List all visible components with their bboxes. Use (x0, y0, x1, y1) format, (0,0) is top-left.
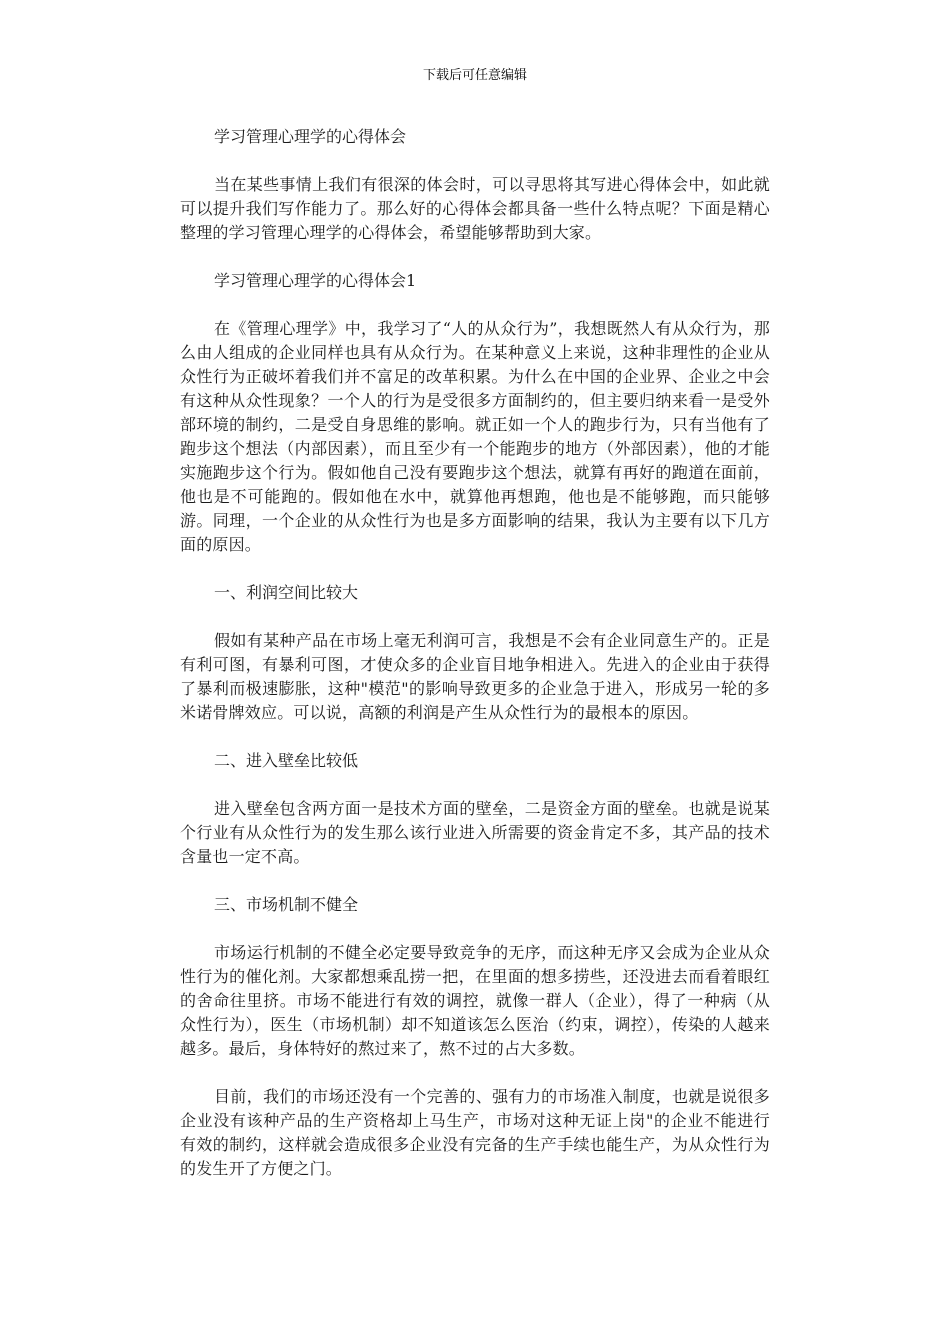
document-title: 学习管理心理学的心得体会 (214, 127, 407, 146)
paragraph-5: 目前，我们的市场还没有一个完善的、强有力的市场准入制度，也就是说很多企业没有该种产品的生产资格却上马生产，市场对这种无证上岗"的企业不能进行有效的制约，这样就会造成很多企业没有完备的生产手续也能生产，为从众性行为的发生开了方便之门。 (180, 1087, 770, 1178)
paragraph-1: 在《管理心理学》中，我学习了“人的从众行为”，我想既然人有从众行为，那么由人组成的企业同样也具有从众行为。在某种意义上来说，这种非理性的企业从众性行为正破坏着我们并不富足的改革积累。为什么在中国的企业界、企业之中会有这种从众性现象？一个人的行为是受很多方面制约的，但主要归纳来看一是受外部环境的制约，二是受自身思维的影响。就正如一个人的跑步行为，只有当他有了跑步这个想法（内部因素），而且至少有一个能跑步的地方（外部因素），他的才能实施跑步这个行为。假如他自己没有要跑步这个想法，就算有再好的跑道在面前，他也是不可能跑的。假如他在水中，就算他再想跑，他也是不能够跑，而只能够游。同理，一个企业的从众性行为也是多方面影响的结果，我认为主要有以下几方面的原因。 (180, 319, 770, 554)
paragraph-4: 市场运行机制的不健全必定要导致竞争的无序，而这种无序又会成为企业从众性行为的催化剂。大家都想乘乱捞一把，在里面的想多捞些，还没进去而看着眼红的舍命往里挤。市场不能进行有效的调控，就像一群人（企业），得了一种病（从众性行为），医生（市场机制）却不知道该怎么医治（约束，调控），传染的人越来越多。最后，身体特好的熬过来了，熬不过的占大多数。 (180, 943, 770, 1058)
heading-2: 二、进入壁垒比较低 (214, 751, 359, 770)
section-title: 学习管理心理学的心得体会1 (214, 271, 417, 290)
paragraph-2: 假如有某种产品在市场上毫无利润可言，我想是不会有企业同意生产的。正是有利可图，有暴利可图，才使众多的企业盲目地争相进入。先进入的企业由于获得了暴利而极速膨胀，这种"模范"的影响导致更多的企业急于进入，形成另一轮的多米诺骨牌效应。可以说，高额的利润是产生从众性行为的最根本的原因。 (180, 631, 770, 722)
header-note: 下载后可任意编辑 (422, 68, 527, 83)
heading-3: 三、市场机制不健全 (214, 895, 359, 914)
intro-paragraph: 当在某些事情上我们有很深的体会时，可以寻思将其写进心得体会中，如此就可以提升我们写作能力了。那么好的心得体会都具备一些什么特点呢？下面是精心整理的学习管理心理学的心得体会，希望能够帮助到大家。 (180, 175, 770, 242)
document-body (180, 125, 770, 1181)
paragraph-3: 进入壁垒包含两方面一是技术方面的壁垒，二是资金方面的壁垒。也就是说某个行业有从众性行为的发生那么该行业进入所需要的资金肯定不多，其产品的技术含量也一定不高。 (180, 799, 770, 866)
heading-1: 一、利润空间比较大 (214, 583, 359, 602)
